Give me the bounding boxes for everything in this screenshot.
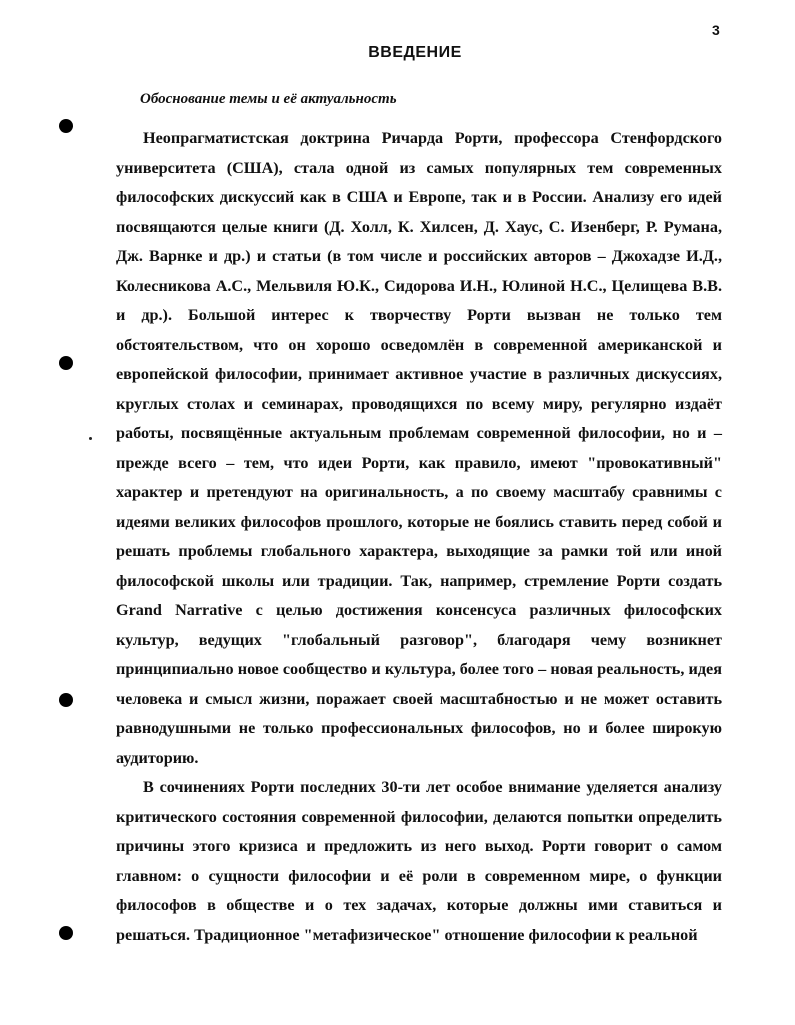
paragraph-1: Неопрагматистская доктрина Ричарда Рорти, профессора Стенфордского университета (США), стала одной из самых популярных тем современных философских дискуссий как в США и Европе, так и в России. Анализу его идей посвящаются целые книги (Д. Холл, К. Хилсен, Д. Хаус, С. Изенберг, Р. Румана, Дж. Варнке и др.) и статьи (в том числе и российских авторов – Джохадзе И.Д., Колесникова А.С., Мельвиля Ю.К., Сидорова И.Н., Юлиной Н.С., Целищева В.В. и др.). Большой интерес к творчеству Рорти вызван не только тем обстоятельством, что он хорошо осведомлён в современной американской и европейской философии, принимает активное участие в различных дискуссиях, круглых столах и семинарах, проводящихся по всему миру, регулярно издаёт работы, посвящённые актуальным проблемам современной философии, но и – прежде всего – тем, что идеи Рорти, как правило, имеют "провокативный" характер и претендуют на оригинальность, а по своему масштабу сравнимы с идеями великих философов прошлого, которые не боялись ставить перед собой и решать проблемы глобального характера, выходящие за рамки той или иной философской школы или традиции. Так, например, стремление Рорти создать Grand Narrative с целью достижения консенсуса различных философских культур, ведущих "глобальный разговор", благодаря чему возникнет принципиально новое сообщество и культура, более того – новая реальность, идея человека и смысл жизни, поражает своей масштабностью и не может оставить равнодушными не только профессиональных философов, но и более широкую аудиторию. bbox=[116, 129, 722, 767]
paragraph-2: В сочинениях Рорти последних 30-ти лет особое внимание уделяется анализу критического состояния современной философии, делаются попытки определить причины этого кризиса и предложить из него выход. Рорти говорит о самом главном: о сущности философии и её роли в современном мире, о функции философов в обществе и о тех задачах, которые должны ими ставиться и решаться. Традиционное "метафизическое" отношение философии к реальной bbox=[116, 778, 722, 944]
section-subtitle: Обоснование темы и её актуальность bbox=[140, 91, 397, 107]
binder-hole-2 bbox=[59, 356, 73, 370]
scan-speck bbox=[89, 437, 92, 440]
page-number: 3 bbox=[712, 22, 720, 38]
binder-hole-4 bbox=[59, 926, 73, 940]
binder-hole-1 bbox=[59, 119, 73, 133]
page-title: ВВЕДЕНИЕ bbox=[368, 44, 462, 61]
body-text bbox=[116, 124, 722, 950]
binder-hole-3 bbox=[59, 693, 73, 707]
